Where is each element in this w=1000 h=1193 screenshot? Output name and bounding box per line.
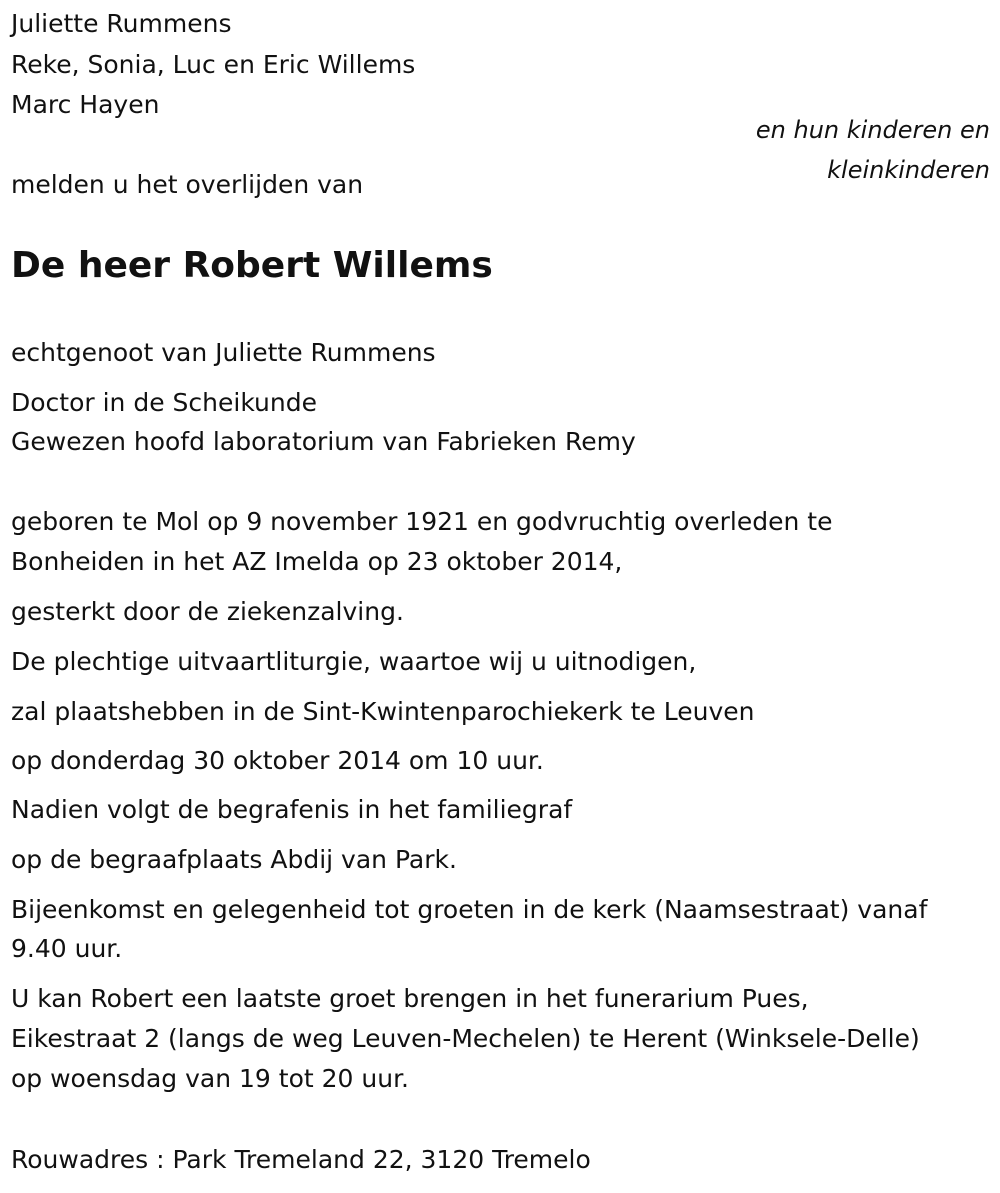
family-line: Juliette Rummens — [11, 9, 232, 38]
family-note: en hun kinderen en kleinkinderen — [755, 116, 990, 184]
born-died-line: geboren te Mol op 9 november 1921 en godvruchtig overleden te — [11, 507, 833, 536]
family-line: Reke, Sonia, Luc en Eric Willems — [11, 50, 416, 79]
gathering-line: Bijeenkomst en gelegenheid tot groeten in de kerk (Naamsestraat) vanaf — [11, 895, 928, 924]
funeral-home-line: U kan Robert een laatste groet brengen in het funerarium Pues, — [11, 984, 809, 1013]
spouse-text: echtgenoot van Juliette Rummens — [11, 338, 436, 367]
liturgy-line: op donderdag 30 oktober 2014 om 10 uur. — [11, 746, 544, 775]
gathering-line: 9.40 uur. — [11, 934, 123, 963]
liturgy-line: De plechtige uitvaartliturgie, waartoe wij u uitnodigen, — [11, 647, 697, 676]
family-line: Marc Hayen — [11, 90, 160, 119]
burial-line: Nadien volgt de begrafenis in het familiegraf — [11, 795, 573, 824]
address-text: Rouwadres : Park Tremeland 22, 3120 Tremelo — [11, 1145, 591, 1174]
liturgy-line: zal plaatshebben in de Sint-Kwintenparochiekerk te Leuven — [11, 697, 755, 726]
announce-text: melden u het overlijden van — [11, 170, 364, 199]
title-text: Doctor in de Scheikunde — [11, 388, 317, 417]
funeral-home-line: op woensdag van 19 tot 20 uur. — [11, 1064, 409, 1093]
job-text: Gewezen hoofd laboratorium van Fabrieken Remy — [11, 427, 636, 456]
deceased-name: De heer Robert Willems — [11, 245, 493, 286]
burial-line: op de begraafplaats Abdij van Park. — [11, 845, 457, 874]
sacrament-text: gesterkt door de ziekenzalving. — [11, 597, 404, 626]
funeral-home-line: Eikestraat 2 (langs de weg Leuven-Mechelen) te Herent (Winksele-Delle) — [11, 1024, 920, 1053]
born-died-line: Bonheiden in het AZ Imelda op 23 oktober 2014, — [11, 547, 623, 576]
